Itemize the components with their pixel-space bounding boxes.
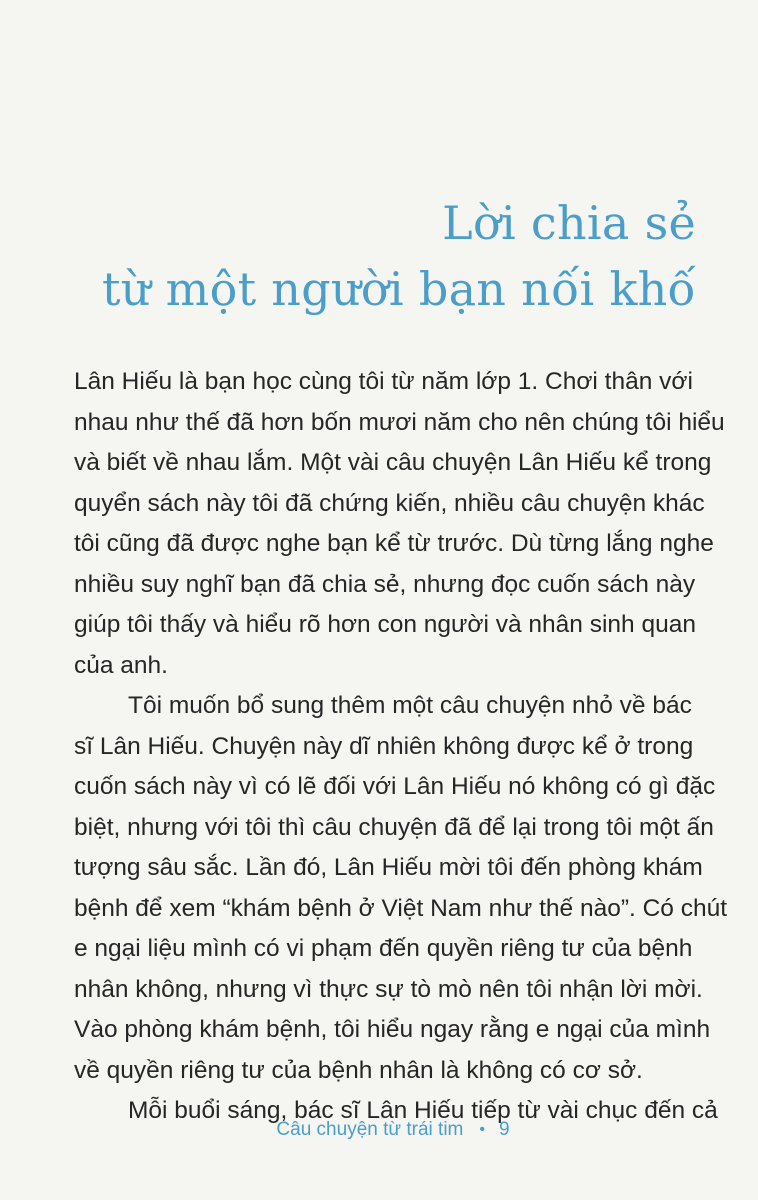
text-line: sĩ Lân Hiếu. Chuyện này dĩ nhiên không được kể ở trong: [74, 732, 694, 760]
text-line: của anh.: [74, 651, 168, 679]
body-text: [74, 362, 728, 1132]
text-line: Tôi muốn bổ sung thêm một câu chuyện nhỏ về bác: [128, 692, 692, 719]
paragraph: [74, 686, 728, 1091]
bullet-separator: •: [479, 1121, 485, 1138]
text-line: biệt, nhưng với tôi thì câu chuyện đã để lại trong tôi một ấn: [74, 813, 714, 841]
chapter-title-line-1: Lời chia sẻ: [442, 196, 696, 250]
page-number: 9: [499, 1119, 510, 1140]
page-footer: [0, 1119, 758, 1141]
running-title: Câu chuyện từ trái tim: [276, 1119, 464, 1140]
chapter-title: [102, 190, 696, 322]
chapter-title-line-2: từ một người bạn nối khố: [102, 262, 696, 316]
text-line: về quyền riêng tư của bệnh nhân là không có cơ sở.: [74, 1056, 643, 1084]
text-line: quyển sách này tôi đã chứng kiến, nhiều câu chuyện khác: [74, 489, 705, 517]
text-line: Mỗi buổi sáng, bác sĩ Lân Hiếu tiếp từ vài chục đến cả: [128, 1097, 718, 1124]
text-line: nhiều suy nghĩ bạn đã chia sẻ, nhưng đọc cuốn sách này: [74, 570, 696, 598]
text-line: và biết về nhau lắm. Một vài câu chuyện Lân Hiếu kể trong: [74, 449, 712, 476]
text-line: nhau như thế đã hơn bốn mươi năm cho nên chúng tôi hiểu: [74, 408, 725, 436]
text-line: e ngại liệu mình có vi phạm đến quyền riêng tư của bệnh: [74, 935, 693, 962]
paragraph: [74, 362, 725, 686]
text-line: tôi cũng đã được nghe bạn kể từ trước. Dù từng lắng nghe: [74, 530, 714, 557]
text-line: cuốn sách này vì có lẽ đối với Lân Hiếu nó không có gì đặc: [74, 773, 716, 800]
text-line: giúp tôi thấy và hiểu rõ hơn con người và nhân sinh quan: [74, 611, 696, 638]
text-line: bệnh để xem “khám bệnh ở Việt Nam như thế nào”. Có chút: [74, 894, 728, 922]
text-line: Vào phòng khám bệnh, tôi hiểu ngay rằng e ngại của mình: [74, 1016, 711, 1043]
text-line: tượng sâu sắc. Lần đó, Lân Hiếu mời tôi đến phòng khám: [74, 854, 703, 881]
text-line: nhân không, nhưng vì thực sự tò mò nên tôi nhận lời mời.: [74, 975, 703, 1003]
text-line: Lân Hiếu là bạn học cùng tôi từ năm lớp 1. Chơi thân với: [74, 368, 693, 395]
